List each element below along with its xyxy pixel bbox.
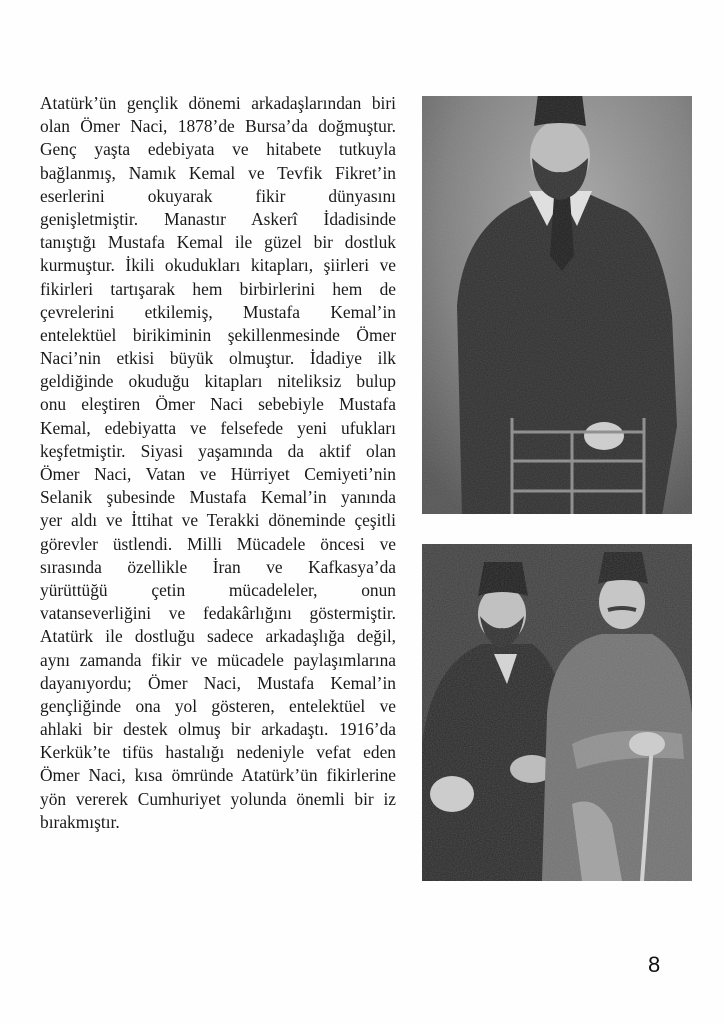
text-line: dayanıyordu; Ömer Naci, Mustafa Kemal’in [40,672,396,693]
text-line: Naci’nin etkisi büyük olmuştur. İdadiye ilk [40,348,396,369]
text-line: genişletmiştir. Manastır Askerî İdadisinde [40,208,396,229]
text-line: yürüttüğü çetin mücadeleler, onun [40,579,396,600]
text-line: kurmuştur. İkili okudukları kitapları, şiirleri ve [40,255,396,276]
text-line: Ömer Naci, Vatan ve Hürriyet Cemiyeti’nin [40,464,396,484]
article-body [40,92,396,834]
text-line: ahlaki bir destek olmuş bir arkadaştı. 1916’da [40,719,396,740]
text-line: Ömer Naci, kısa ömründe Atatürk’ün fikirlerine [40,765,396,786]
text-line: Kemal, edebiyatta ve felsefede yeni ufukları [40,417,396,438]
text-line: onu eleştiren Ömer Naci sebebiyle Mustafa [40,394,396,415]
text-line: Atatürk ile dostluğu sadece arkadaşlığa değil, [40,626,396,647]
page-number: 8 [648,952,661,977]
pair-photo [422,544,692,881]
text-line: bırakmıştır. [40,811,120,832]
text-line: geldiğinde okuduğu kitapları niteliksiz bulup [40,371,396,392]
text-line: Selanik şubesinde Mustafa Kemal’in yanında [40,487,396,508]
text-line: entelektüel birikiminin şekillenmesinde Ömer [40,324,396,345]
text-line: sırasında özellikle İran ve Kafkasya’da [40,556,396,577]
text-line: Atatürk’ün gençlik dönemi arkadaşlarından biri [40,93,396,113]
text-line: yön vererek Cumhuriyet yolunda önemli bir iz [40,788,396,809]
text-line: olan Ömer Naci, 1878’de Bursa’da doğmuştur. [40,116,396,137]
text-line: tanıştığı Mustafa Kemal ile güzel bir dostluk [40,232,396,253]
text-line: keşfetmiştir. Siyasi yaşamında da aktif olan [40,440,396,461]
text-line: fikirleri tartışarak hem birbirlerini hem de [40,278,396,299]
text-line: eserlerini okuyarak fikir dünyasını [40,185,396,206]
text-line: Genç yaşta edebiyata ve hitabete tutkuyla [40,139,396,160]
portrait-photo [422,96,692,514]
text-line: aynı zamanda fikir ve mücadele paylaşımlarına [40,649,396,670]
text-line: bağlanmış, Namık Kemal ve Tevfik Fikret’in [40,162,396,183]
text-line: vatanseverliğini ve fedakârlığını göstermiştir. [40,603,396,624]
text-line: yer aldı ve İttihat ve Terakki döneminde çeşitli [40,510,396,531]
pair-image [422,544,692,881]
text-line: gençliğinde ona yol gösteren, entelektüel ve [40,695,396,716]
portrait-image [422,96,692,514]
text-line: çevrelerini etkilemiş, Mustafa Kemal’in [40,301,396,322]
text-line: Kerkük’te tifüs hastalığı nedeniyle vefat eden [40,742,396,763]
text-line: görevler üstlendi. Milli Mücadele öncesi ve [40,533,396,554]
